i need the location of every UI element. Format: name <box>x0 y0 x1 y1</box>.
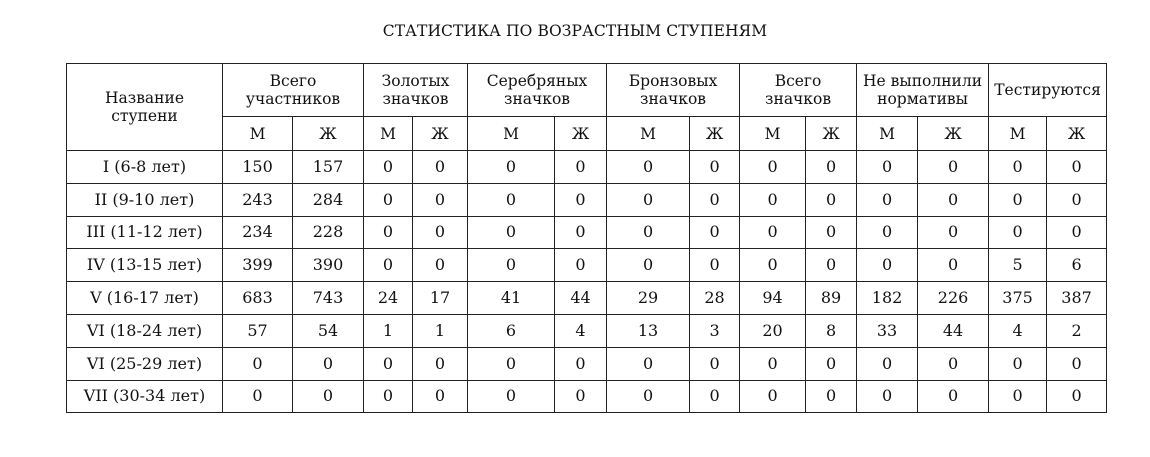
value-cell: 0 <box>690 216 740 249</box>
value-cell: 0 <box>364 249 413 282</box>
value-cell: 0 <box>607 380 690 413</box>
table-row <box>67 347 1107 380</box>
value-cell: 29 <box>607 282 690 315</box>
value-cell: 0 <box>468 249 555 282</box>
value-cell: 0 <box>857 183 918 216</box>
column-header-not-completed: Не выполнили нормативы <box>857 64 989 117</box>
value-cell: 0 <box>293 347 364 380</box>
value-cell: 0 <box>413 151 468 184</box>
column-header-total-badges: Всего значков <box>740 64 857 117</box>
value-cell: 0 <box>918 347 989 380</box>
column-header-testing: Тестируются <box>989 64 1107 117</box>
value-cell: 0 <box>468 151 555 184</box>
value-cell: 3 <box>690 314 740 347</box>
column-header-stage-name: Название ступени <box>67 64 223 151</box>
value-cell: 0 <box>607 347 690 380</box>
column-header-female: Ж <box>918 117 989 151</box>
value-cell: 0 <box>918 183 989 216</box>
value-cell: 0 <box>740 347 806 380</box>
column-header-male: М <box>989 117 1047 151</box>
value-cell: 17 <box>413 282 468 315</box>
value-cell: 0 <box>989 216 1047 249</box>
value-cell: 0 <box>468 216 555 249</box>
value-cell: 20 <box>740 314 806 347</box>
value-cell: 0 <box>690 347 740 380</box>
value-cell: 157 <box>293 151 364 184</box>
stage-name-cell: IV (13-15 лет) <box>67 249 223 282</box>
value-cell: 0 <box>740 151 806 184</box>
table-row <box>67 183 1107 216</box>
value-cell: 24 <box>364 282 413 315</box>
column-header-silver-badges: Серебряных значков <box>468 64 607 117</box>
value-cell: 0 <box>989 183 1047 216</box>
column-header-total-participants: Всего участников <box>223 64 364 117</box>
table-body <box>67 151 1107 413</box>
value-cell: 0 <box>690 183 740 216</box>
column-header-male: М <box>468 117 555 151</box>
value-cell: 0 <box>364 216 413 249</box>
column-header-bronze-badges: Бронзовых значков <box>607 64 740 117</box>
value-cell: 0 <box>413 380 468 413</box>
stage-name-cell: VI (18-24 лет) <box>67 314 223 347</box>
page-title: СТАТИСТИКА ПО ВОЗРАСТНЫМ СТУПЕНЯМ <box>382 22 768 40</box>
value-cell: 0 <box>690 380 740 413</box>
value-cell: 6 <box>468 314 555 347</box>
value-cell: 0 <box>555 249 607 282</box>
value-cell: 6 <box>1047 249 1107 282</box>
value-cell: 0 <box>857 380 918 413</box>
value-cell: 0 <box>1047 347 1107 380</box>
stage-name-cell: II (9-10 лет) <box>67 183 223 216</box>
value-cell: 0 <box>468 183 555 216</box>
column-header-female: Ж <box>555 117 607 151</box>
table-row <box>67 249 1107 282</box>
value-cell: 0 <box>918 216 989 249</box>
stage-name-cell: VI (25-29 лет) <box>67 347 223 380</box>
column-header-female: Ж <box>413 117 468 151</box>
value-cell: 399 <box>223 249 293 282</box>
value-cell: 2 <box>1047 314 1107 347</box>
value-cell: 0 <box>857 347 918 380</box>
value-cell: 243 <box>223 183 293 216</box>
value-cell: 0 <box>468 347 555 380</box>
value-cell: 0 <box>989 380 1047 413</box>
value-cell: 387 <box>1047 282 1107 315</box>
value-cell: 0 <box>607 216 690 249</box>
column-header-male: М <box>740 117 806 151</box>
value-cell: 33 <box>857 314 918 347</box>
stage-name-cell: I (6-8 лет) <box>67 151 223 184</box>
value-cell: 0 <box>918 380 989 413</box>
value-cell: 4 <box>989 314 1047 347</box>
value-cell: 743 <box>293 282 364 315</box>
table-row <box>67 151 1107 184</box>
value-cell: 0 <box>555 183 607 216</box>
value-cell: 226 <box>918 282 989 315</box>
stage-name-cell: III (11-12 лет) <box>67 216 223 249</box>
value-cell: 0 <box>740 249 806 282</box>
value-cell: 0 <box>806 347 857 380</box>
column-header-female: Ж <box>690 117 740 151</box>
statistics-table <box>66 63 1107 413</box>
value-cell: 0 <box>740 380 806 413</box>
table-row <box>67 380 1107 413</box>
value-cell: 5 <box>989 249 1047 282</box>
value-cell: 0 <box>806 151 857 184</box>
column-header-male: М <box>223 117 293 151</box>
value-cell: 0 <box>223 380 293 413</box>
value-cell: 0 <box>607 151 690 184</box>
value-cell: 0 <box>806 380 857 413</box>
column-header-gold-badges: Золотых значков <box>364 64 468 117</box>
column-header-male: М <box>857 117 918 151</box>
header-row-gender <box>67 117 1107 151</box>
value-cell: 0 <box>1047 151 1107 184</box>
value-cell: 0 <box>223 347 293 380</box>
value-cell: 0 <box>806 183 857 216</box>
value-cell: 0 <box>555 347 607 380</box>
value-cell: 0 <box>555 380 607 413</box>
value-cell: 0 <box>607 249 690 282</box>
value-cell: 0 <box>413 183 468 216</box>
value-cell: 150 <box>223 151 293 184</box>
column-header-female: Ж <box>1047 117 1107 151</box>
value-cell: 0 <box>989 347 1047 380</box>
value-cell: 182 <box>857 282 918 315</box>
stage-name-cell: V (16-17 лет) <box>67 282 223 315</box>
table-row <box>67 314 1107 347</box>
value-cell: 0 <box>364 151 413 184</box>
value-cell: 0 <box>857 249 918 282</box>
value-cell: 0 <box>918 249 989 282</box>
header-row-groups <box>67 64 1107 117</box>
value-cell: 0 <box>364 380 413 413</box>
value-cell: 0 <box>806 249 857 282</box>
value-cell: 683 <box>223 282 293 315</box>
value-cell: 0 <box>740 216 806 249</box>
value-cell: 0 <box>857 151 918 184</box>
value-cell: 0 <box>690 151 740 184</box>
value-cell: 0 <box>989 151 1047 184</box>
value-cell: 0 <box>918 151 989 184</box>
table-row <box>67 282 1107 315</box>
value-cell: 44 <box>918 314 989 347</box>
value-cell: 94 <box>740 282 806 315</box>
value-cell: 0 <box>413 249 468 282</box>
value-cell: 0 <box>364 347 413 380</box>
value-cell: 44 <box>555 282 607 315</box>
value-cell: 0 <box>857 216 918 249</box>
value-cell: 41 <box>468 282 555 315</box>
column-header-female: Ж <box>806 117 857 151</box>
column-header-male: М <box>607 117 690 151</box>
value-cell: 1 <box>364 314 413 347</box>
value-cell: 0 <box>364 183 413 216</box>
value-cell: 89 <box>806 282 857 315</box>
value-cell: 284 <box>293 183 364 216</box>
column-header-male: М <box>364 117 413 151</box>
value-cell: 0 <box>468 380 555 413</box>
value-cell: 28 <box>690 282 740 315</box>
column-header-female: Ж <box>293 117 364 151</box>
value-cell: 0 <box>740 183 806 216</box>
value-cell: 234 <box>223 216 293 249</box>
value-cell: 4 <box>555 314 607 347</box>
value-cell: 8 <box>806 314 857 347</box>
table-row <box>67 216 1107 249</box>
value-cell: 0 <box>1047 216 1107 249</box>
value-cell: 0 <box>1047 183 1107 216</box>
value-cell: 0 <box>293 380 364 413</box>
value-cell: 1 <box>413 314 468 347</box>
value-cell: 375 <box>989 282 1047 315</box>
value-cell: 0 <box>607 183 690 216</box>
value-cell: 0 <box>413 347 468 380</box>
value-cell: 390 <box>293 249 364 282</box>
value-cell: 0 <box>1047 380 1107 413</box>
value-cell: 0 <box>555 151 607 184</box>
value-cell: 228 <box>293 216 364 249</box>
value-cell: 0 <box>690 249 740 282</box>
value-cell: 0 <box>806 216 857 249</box>
value-cell: 54 <box>293 314 364 347</box>
value-cell: 57 <box>223 314 293 347</box>
value-cell: 0 <box>413 216 468 249</box>
value-cell: 0 <box>555 216 607 249</box>
value-cell: 13 <box>607 314 690 347</box>
stage-name-cell: VII (30-34 лет) <box>67 380 223 413</box>
